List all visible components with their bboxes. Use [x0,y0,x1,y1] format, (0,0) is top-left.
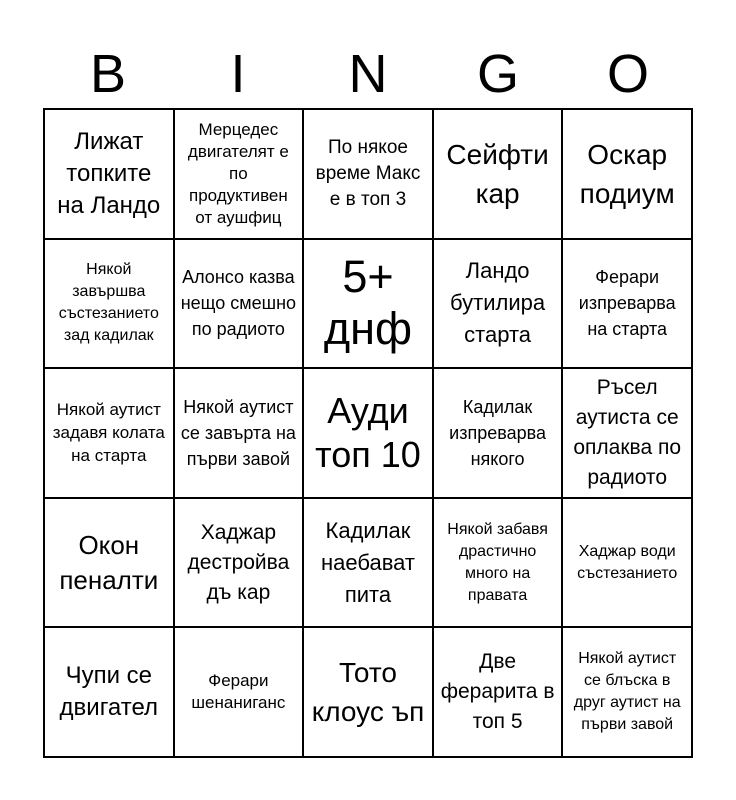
header-letter-o: O [606,44,649,104]
cell-text: Ферари изпреварва на старта [578,267,676,340]
cell-text: Мерцедес двигателят е по продуктивен от аушфиц [187,119,289,227]
cell-text: Алонсо казва нещо смешно по радиото [180,267,297,340]
cell-text: Ръсел аутиста се оплаква по радиото [573,376,682,489]
bingo-header [43,38,693,110]
cell-text: Сейфти кар [446,138,549,209]
cell-text: Някой завършва състезанието зад кадилак [58,261,159,345]
bingo-cell[interactable] [433,498,563,628]
bingo-cell[interactable] [303,239,433,369]
bingo-cell[interactable] [433,109,563,239]
bingo-cell[interactable] [303,368,433,498]
header-letter-g: G [476,44,519,104]
bingo-cell[interactable] [44,239,174,369]
header-letter-b: B [89,44,127,104]
bingo-cell[interactable] [174,368,304,498]
bingo-cell[interactable] [562,627,692,757]
bingo-cell[interactable] [303,109,433,239]
bingo-cell[interactable] [174,109,304,239]
cell-text: Хаджар води състезанието [577,542,678,582]
cell-text: 5+ днф [323,251,413,355]
bingo-cell[interactable] [433,627,563,757]
cell-text: Оскар подиум [579,138,675,209]
cell-text: Някой аутист се блъска в друг аутист на първи завой [573,650,681,734]
bingo-cell[interactable] [174,627,304,757]
bingo-cell[interactable] [303,498,433,628]
bingo-cell[interactable] [174,498,304,628]
cell-text: Хаджар дестройва дъ кар [187,520,290,604]
cell-text: Ауди топ 10 [315,389,421,475]
header-letter-i: I [230,44,246,104]
header-letter-n: N [348,44,388,104]
bingo-board [43,108,693,758]
bingo-cell[interactable] [44,109,174,239]
cell-text: Ландо бутилира старта [450,258,546,348]
cell-text: По някое време Макс е в топ 3 [315,136,421,210]
bingo-cell[interactable] [44,368,174,498]
cell-text: Някой забавя драстично много на правата [447,520,548,604]
cell-text: Две ферарита в топ 5 [440,650,555,734]
bingo-cell[interactable] [44,498,174,628]
bingo-cell[interactable] [433,368,563,498]
cell-text: Окон пеналти [59,529,159,595]
bingo-cell[interactable] [174,239,304,369]
bingo-cell[interactable] [44,627,174,757]
cell-text: Някой аутист се завърта на първи завой [180,396,296,469]
cell-text: Лижат топките на Ландо [57,127,161,219]
bingo-cell[interactable] [303,627,433,757]
bingo-cell[interactable] [433,239,563,369]
bingo-cell[interactable] [562,498,692,628]
cell-text: Ферари шенаниганс [191,671,286,713]
cell-text: Някой аутист задавя колата на старта [52,400,165,466]
cell-text: Тото клоус ъп [311,657,425,728]
bingo-cell[interactable] [562,239,692,369]
bingo-cell[interactable] [562,368,692,498]
cell-text: Чупи се двигател [59,662,159,722]
cell-text: Кадилак изпреварва някого [449,396,547,469]
cell-text: Кадилак наебават пита [321,517,415,607]
bingo-cell[interactable] [562,109,692,239]
